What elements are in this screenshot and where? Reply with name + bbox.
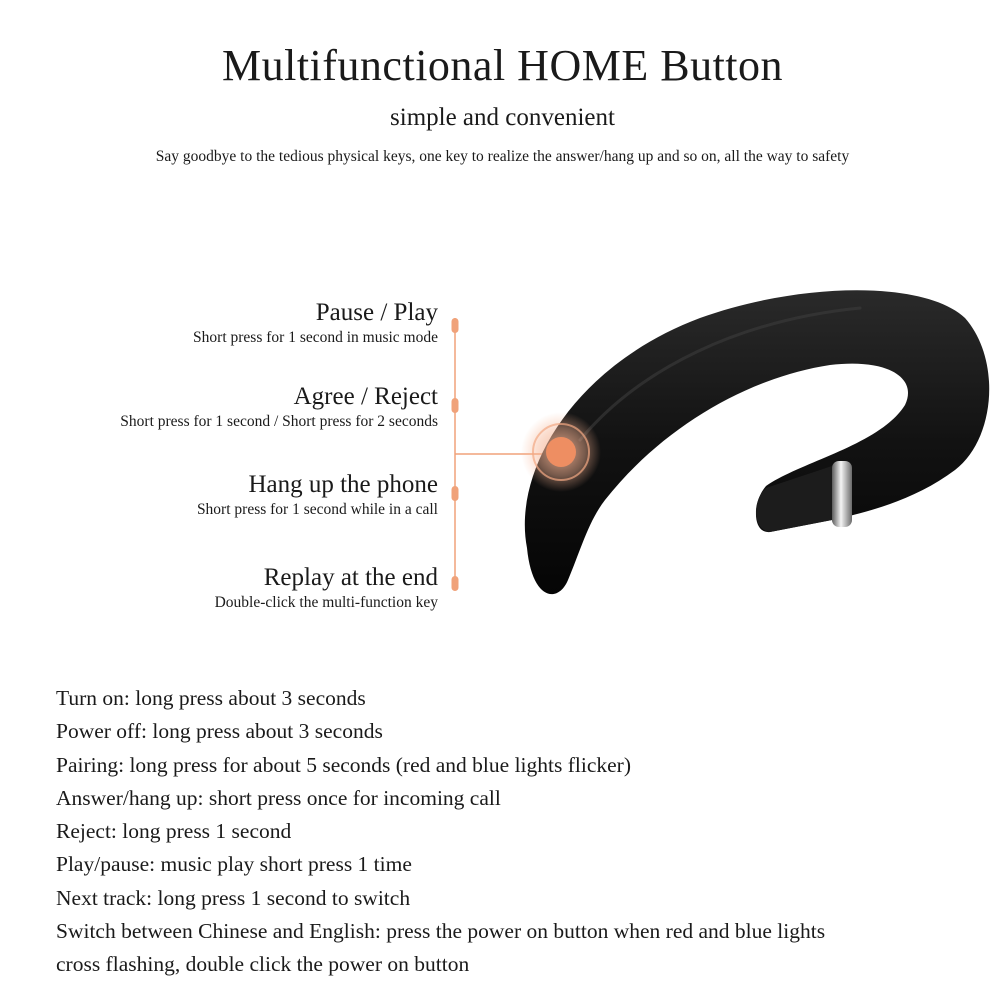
earpiece-metal-ring	[832, 461, 852, 527]
feature-description: Short press for 1 second in music mode	[193, 329, 438, 346]
home-button-icon	[546, 437, 576, 467]
instruction-line: cross flashing, double click the power on button	[56, 952, 470, 977]
instruction-line: Turn on: long press about 3 seconds	[56, 686, 366, 710]
instruction-line: Reject: long press 1 second	[56, 819, 292, 844]
intro-text: Say goodbye to the tedious physical keys, one key to realize the answer/hang up and so on, all the way to safety	[155, 148, 850, 165]
instruction-line: Pairing: long press for about 5 seconds (red and blue lights flicker)	[56, 752, 631, 777]
instruction-line: Switch between Chinese and English: press the power on button when red and blue lights	[56, 919, 826, 944]
page-title: Multifunctional HOME Button	[221, 41, 784, 90]
feature-title: Hang up the phone	[248, 471, 438, 498]
feature-description: Short press for 1 second while in a call	[196, 501, 438, 518]
instruction-line: Next track: long press 1 second to switch	[56, 885, 411, 910]
feature-title: Replay at the end	[263, 564, 438, 591]
instruction-line: Answer/hang up: short press once for incoming call	[56, 785, 501, 810]
page-subtitle: simple and convenient	[390, 104, 615, 131]
feature-title: Agree / Reject	[293, 383, 438, 410]
instruction-line: Power off: long press about 3 seconds	[56, 719, 383, 744]
feature-description: Double-click the multi-function key	[214, 594, 438, 611]
feature-title: Pause / Play	[315, 299, 438, 326]
instruction-line: Play/pause: music play short press 1 time	[56, 852, 412, 877]
instructions-list	[56, 682, 956, 982]
feature-description: Short press for 1 second / Short press for 2 seconds	[120, 413, 438, 430]
